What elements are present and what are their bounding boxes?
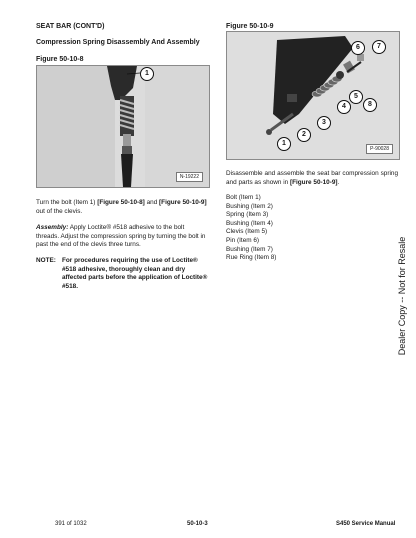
list-item: Bushing (Item 7) bbox=[226, 245, 273, 253]
figure-ref-50-10-9-right: [Figure 50-10-9] bbox=[289, 178, 338, 186]
section-heading: SEAT BAR (CONT'D) bbox=[36, 23, 105, 30]
assembly-paragraph: Assembly: Apply Loctite® #518 adhesive to the bolt threads. Adjust the compression spring by turning the bolt in past the end of the clevis three turns. bbox=[36, 224, 206, 249]
list-item: Spring (Item 3) bbox=[226, 211, 269, 219]
assembly-label: Assembly: bbox=[36, 224, 69, 231]
figure-ref-50-10-8: [Figure 50-10-8] bbox=[97, 199, 145, 206]
figure-ref-50-10-9: [Figure 50-10-9] bbox=[159, 199, 207, 206]
side-disclaimer: Dealer Copy -- Not for Resale bbox=[397, 236, 407, 356]
callout-4: 4 bbox=[337, 100, 351, 114]
callout-2: 2 bbox=[297, 128, 311, 142]
page-count: 391 of 1032 bbox=[55, 521, 87, 527]
callout-6: 6 bbox=[351, 41, 365, 55]
list-item: Pin (Item 6) bbox=[226, 236, 260, 244]
note-block bbox=[36, 257, 208, 291]
list-item: Bushing (Item 2) bbox=[226, 202, 273, 210]
figure-title-right: Figure 50-10-9 bbox=[226, 23, 274, 30]
list-item: Bushing (Item 4) bbox=[226, 219, 273, 227]
manual-title: S450 Service Manual bbox=[336, 521, 396, 527]
turn-bolt-paragraph: Turn the bolt (Item 1) [Figure 50-10-8] and [Figure 50-10-9] out of the clevis. bbox=[36, 199, 207, 215]
note-label: NOTE: bbox=[36, 257, 56, 264]
figure-title-left: Figure 50-10-8 bbox=[36, 56, 84, 63]
callout-5: 5 bbox=[349, 90, 363, 104]
figure-tag-left: N-19222 bbox=[176, 172, 203, 182]
parts-list bbox=[226, 194, 398, 263]
list-item: Bolt (Item 1) bbox=[226, 194, 261, 201]
callout-3: 3 bbox=[317, 116, 331, 130]
disassemble-paragraph: Disassemble and assemble the seat bar compression spring and parts as shown in [Figure 50-10-9]. bbox=[226, 170, 398, 186]
callout-8: 8 bbox=[363, 98, 377, 112]
list-item: Clevis (Item 5) bbox=[226, 228, 268, 236]
figure-tag-right: P-90028 bbox=[366, 144, 393, 154]
figure-seat-bar-photo bbox=[36, 65, 210, 188]
callout-1-left: 1 bbox=[140, 67, 154, 81]
list-item: Rue Ring (Item 8) bbox=[226, 254, 277, 262]
sub-heading: Compression Spring Disassembly And Assembly bbox=[36, 39, 200, 46]
callout-7: 7 bbox=[372, 40, 386, 54]
note-text: For procedures requiring the use of Loctite® #518 adhesive, thoroughly clean and dry affected parts before the application of Loctite® #518. bbox=[62, 257, 208, 290]
callout-1-right: 1 bbox=[277, 137, 291, 151]
figure-exploded-view bbox=[226, 31, 400, 160]
page-number: 50-10-3 bbox=[187, 521, 208, 527]
seat-bar-photo bbox=[37, 66, 209, 187]
